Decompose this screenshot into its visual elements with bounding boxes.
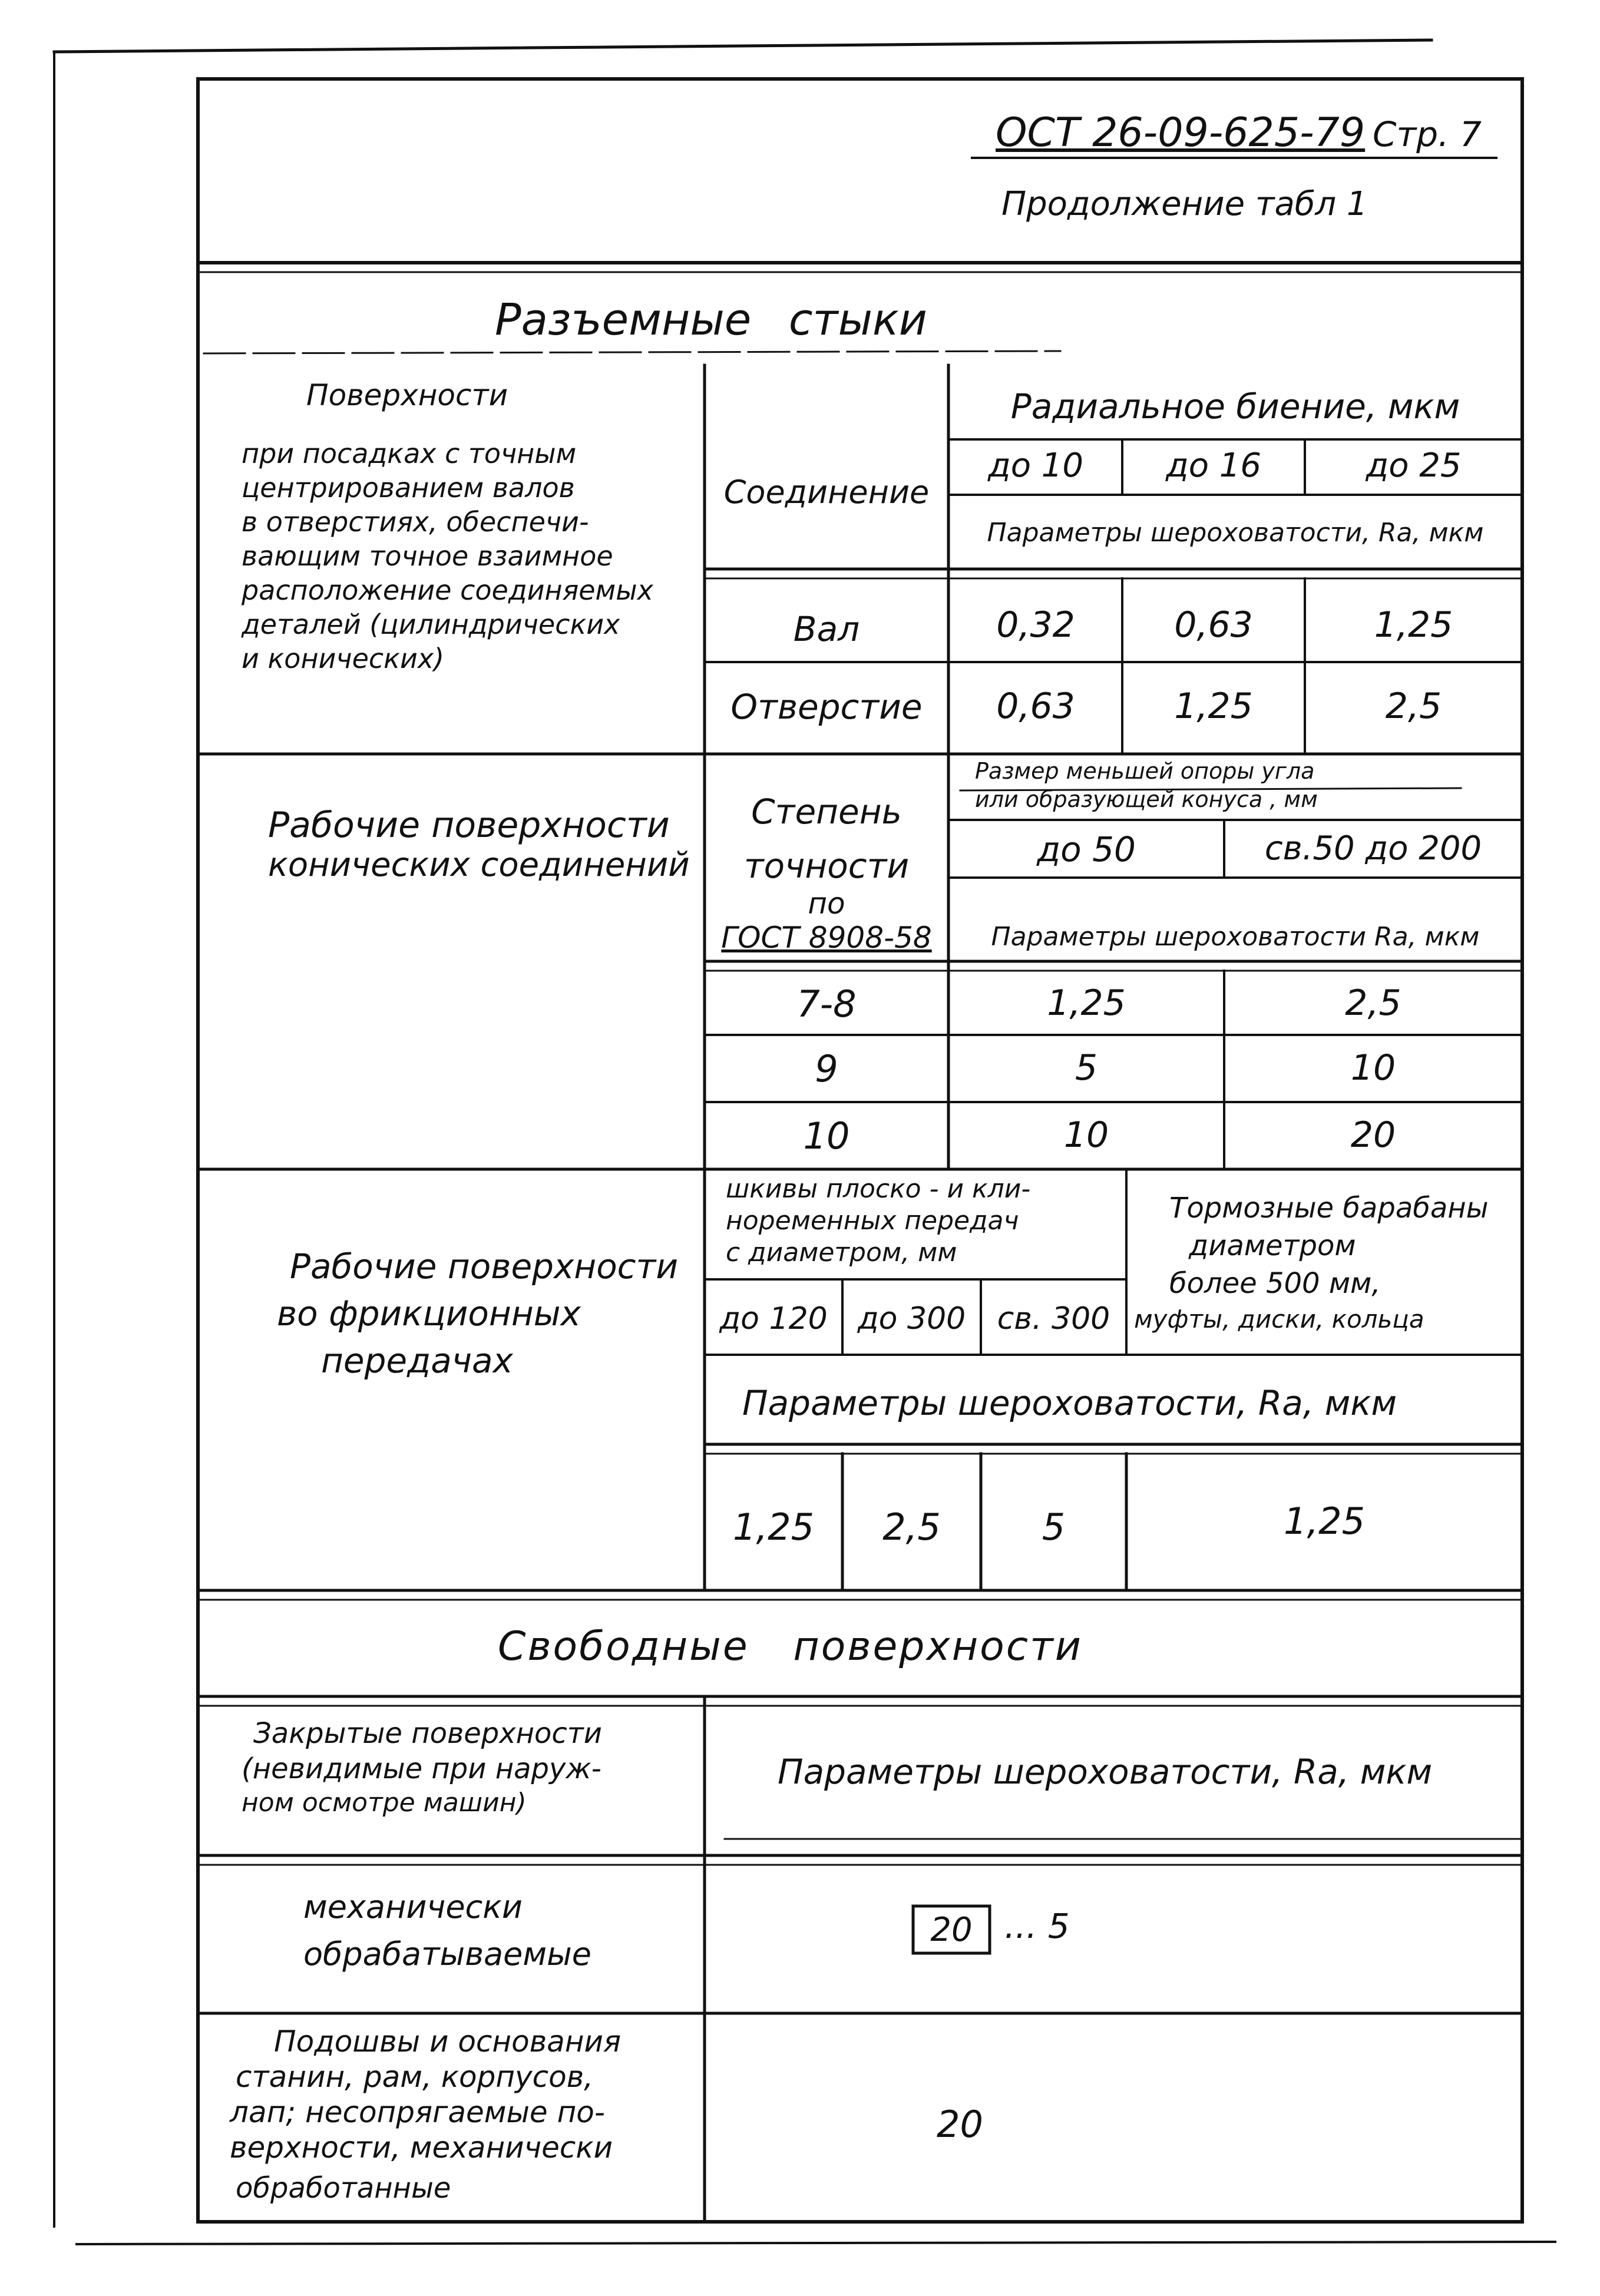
accuracy-header: Степень bbox=[751, 792, 902, 832]
value-range-end: ... 5 bbox=[1004, 1906, 1070, 1946]
machined-label: обрабатываемые bbox=[303, 1936, 591, 1973]
runout-range: до 25 bbox=[1366, 446, 1462, 485]
table-cell: 1,25 bbox=[1047, 982, 1126, 1024]
pulley-range: до 300 bbox=[857, 1301, 966, 1336]
table-cell: 1,25 bbox=[1374, 604, 1453, 646]
closed-surface-label: (невидимые при наруж- bbox=[242, 1752, 601, 1785]
section-title-detachable-joints: Разъемные стыки bbox=[495, 295, 927, 345]
page-number: Стр. 7 bbox=[1373, 114, 1482, 154]
size-range: св.50 до 200 bbox=[1264, 829, 1482, 868]
bases-label: верхности, механически bbox=[230, 2130, 613, 2165]
closed-surface-label: Закрытые поверхности bbox=[253, 1717, 602, 1750]
table-cell: 0,32 bbox=[996, 604, 1075, 646]
table-cell: 0,63 bbox=[996, 686, 1075, 727]
size-header: или образующей конуса , мм bbox=[975, 786, 1318, 812]
pulley-range: св. 300 bbox=[997, 1301, 1110, 1336]
bases-label: Подошвы и основания bbox=[274, 2024, 622, 2059]
runout-range: до 10 bbox=[987, 446, 1084, 485]
accuracy-header: точности bbox=[743, 846, 910, 886]
friction-surface-label: передачах bbox=[321, 1341, 513, 1381]
machined-label: механически bbox=[303, 1888, 523, 1926]
accuracy-header: по bbox=[808, 886, 845, 921]
table-cell: 10 bbox=[1350, 1047, 1396, 1089]
runout-header: Радиальное биение, мкм bbox=[1010, 386, 1460, 426]
table-cell: 10 bbox=[1063, 1114, 1109, 1156]
gost-reference: ГОСТ 8908-58 bbox=[721, 921, 932, 955]
roughness-params-header: Параметры шероховатости Ra, мкм bbox=[991, 922, 1480, 952]
brake-header: муфты, диски, кольца bbox=[1134, 1305, 1424, 1334]
brake-header: Тормозные барабаны bbox=[1169, 1192, 1489, 1225]
accuracy-grade: 9 bbox=[815, 1047, 838, 1090]
table-cell: 5 bbox=[1075, 1047, 1098, 1089]
pulley-header: ноременных передач bbox=[726, 1206, 1019, 1236]
pulley-header: с диаметром, мм bbox=[726, 1238, 957, 1268]
table-cell: 2,5 bbox=[882, 1506, 941, 1549]
size-range: до 50 bbox=[1037, 829, 1136, 869]
table-cell: 1,25 bbox=[732, 1506, 815, 1549]
closed-surface-label: ном осмотре машин) bbox=[242, 1788, 527, 1818]
pulley-header: шкивы плоско - и кли- bbox=[726, 1174, 1031, 1204]
section-title-free-surfaces: Свободные поверхности bbox=[498, 1623, 1083, 1670]
surface-label: Поверхности bbox=[306, 378, 508, 412]
bases-label: обработанные bbox=[236, 2172, 451, 2205]
table-cell: 0,63 bbox=[1174, 604, 1253, 646]
table-cell: 5 bbox=[1042, 1506, 1066, 1549]
roughness-params-header: Параметры шероховатости, Ra, мкм bbox=[742, 1383, 1397, 1423]
conical-surface-label: Рабочие поверхности bbox=[268, 805, 670, 846]
connection-header: Соединение bbox=[723, 474, 930, 511]
table-cell: 2,5 bbox=[1345, 982, 1401, 1024]
friction-surface-label: во фрикционных bbox=[277, 1293, 581, 1334]
row-name-shaft: Вал bbox=[793, 609, 860, 649]
table-continuation: Продолжение табл 1 bbox=[1001, 185, 1368, 223]
table-cell: 1,25 bbox=[1283, 1500, 1366, 1543]
document-code: ОСТ 26-09-625-79 bbox=[996, 110, 1366, 156]
table-cell: 2,5 bbox=[1385, 686, 1442, 727]
boxed-value: 20 bbox=[930, 1911, 973, 1949]
pulley-range: до 120 bbox=[719, 1301, 828, 1336]
accuracy-grade: 7-8 bbox=[796, 982, 857, 1025]
friction-surface-label: Рабочие поверхности bbox=[290, 1246, 679, 1286]
table-cell: 20 bbox=[1350, 1114, 1396, 1156]
table-cell: 1,25 bbox=[1174, 686, 1253, 727]
conical-surface-label: конических соединений bbox=[268, 846, 690, 884]
roughness-params-header: Параметры шероховатости, Ra, мкм bbox=[778, 1752, 1433, 1792]
size-header: Размер меньшей опоры угла bbox=[975, 758, 1315, 784]
accuracy-grade: 10 bbox=[803, 1114, 850, 1157]
row-name-hole: Отверстие bbox=[730, 687, 923, 727]
bases-label: станин, рам, корпусов, bbox=[236, 2060, 594, 2094]
bases-label: лап; несопрягаемые по- bbox=[230, 2095, 605, 2129]
roughness-params-header: Параметры шероховатости, Ra, мкм bbox=[987, 518, 1484, 548]
runout-range: до 16 bbox=[1165, 446, 1262, 485]
brake-header: более 500 мм, bbox=[1169, 1267, 1381, 1300]
brake-header: диаметром bbox=[1189, 1229, 1356, 1262]
bases-value: 20 bbox=[937, 2103, 983, 2146]
